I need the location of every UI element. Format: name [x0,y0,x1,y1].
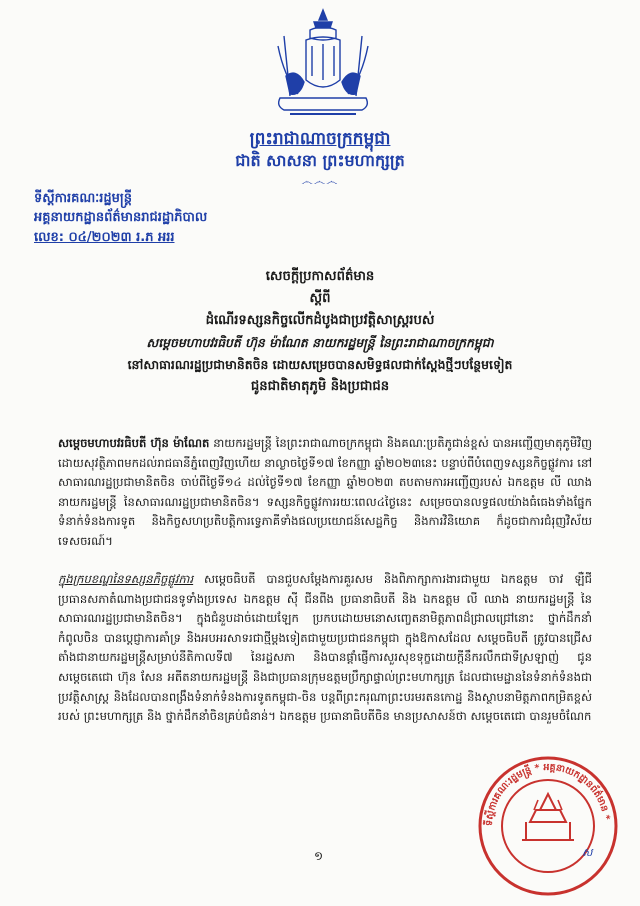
office-name: ទីស្ដីការគណៈរដ្ឋមន្ត្រី [34,191,132,206]
paragraph-1-name: សម្ដេចមហាបវរធិបតី ហ៊ុន ម៉ាណែត [58,436,210,450]
seal-text: ទីស្ដីការគណៈរដ្ឋមន្ត្រី * អគ្គនាយកដ្ឋានព័ត៌មាន * [483,761,612,827]
signature-mark: ស [582,846,593,859]
paragraph-1-text: នាយករដ្ឋមន្ត្រី នៃព្រះរាជាណាចក្រកម្ពុជា និងគណៈប្រតិភូជាន់ខ្ពស់ បានអញ្ជើញមាតុភូមិវិញដោយសុវត្ថិភាពមកដល់រាជធានីភ្នំពេញវិញហើយ នាល្ងាចថ្ងៃទី១៧ ខែកញ្ញា ឆ្នាំ២០២៣នេះ បន្ទាប់ពីបំពេញទស្សនកិច្ចផ្លូវការ នៅសាធារណរដ្ឋប្រជាមានិតចិន ចាប់ពីថ្ងៃទី១៤ ដល់ថ្ងៃទី១៧ ខែកញ្ញា ឆ្នាំ២០២៣ តបតាមការអញ្ជើញរបស់ ឯកឧត្ដម លី ឈាង នាយករដ្ឋមន្ត្រី នៃសាធារណរដ្ឋប្រជាមានិតចិន។ ទស្សនកិច្ចផ្លូវការរយៈពេល៤ថ្ងៃនេះ សម្រេចបានលទ្ធផលយ៉ាងធំធេងទាំងផ្នែកទំនាក់ទំនងការទូត និងកិច្ចសហប្រតិបត្តិការទ្វេភាគីទាំងផលប្រយោជន៍សេដ្ឋកិច្ច និងការវិនិយោគ ក៏ដូចជាការជំរុញវិស័យទេសចរណ៍។ [58,436,592,548]
paragraph-2-lead: ក្នុងក្របខណ្ឌនៃទស្សនកិច្ចផ្លូវការ [58,572,194,586]
department-name: អគ្គនាយកដ្ឋានព័ត៌មានរាជរដ្ឋាភិបាល [34,210,208,225]
paragraph-1 [58,434,592,552]
reference-number: លេខ: ០៤/២០២៣ រ.ភ អររ [34,230,175,245]
page-number: ១ [314,849,324,863]
headline-line-5: នៅសាធារណរដ្ឋប្រជាមានិតចិន ដោយសម្រេចបានសមិទ្ធផលជាក់ស្ដែងថ្មីៗបន្ថែមទៀត [127,357,513,372]
headline-line-6: ជូនជាតិមាតុភូមិ និងប្រជាជន [250,379,390,394]
kingdom-title: ព្រះរាជាណាចក្រកម្ពុជា [249,129,391,149]
headline-line-2: ស្ដីពី [309,291,331,306]
royal-coat-of-arms-icon [270,6,376,124]
ornament-divider: ෴෴෴ [301,174,339,188]
headline-line-3: ដំណើរទស្សនកិច្ចលើកដំបូងជាប្រវត្តិសាស្ត្ររបស់ [205,313,435,328]
paragraph-2-text: សម្ដេចធិបតី បានជួបសម្ដែងការគួរសម និងពិភាក្សាការងារជាមួយ ឯកឧត្ដម ចាវ ឡឺជី ប្រធានសភាតំណាងប្រជាជនទូទាំងប្រទេស ឯកឧត្ដម ស៊ី ជីនពីង ប្រធានាធិបតី និង ឯកឧត្ដម លី ឈាង នាយករដ្ឋមន្ត្រី នៃសាធារណរដ្ឋប្រជាមានិតចិន។ ក្នុងជំនួបដាច់ដោយឡែក ប្រកបដោយមនោសញ្ចេតនាមិត្តភាពដ៏ជ្រាលជ្រៅនោះ ថ្នាក់ដឹកនាំកំពូលចិន បានប្ដេជ្ញាការគាំទ្រ និងអបអរសាទរជាថ្មីម្ដងទៀតជាមួយប្រជាជនកម្ពុជា ក្នុងឱកាសដែល សម្ដេចធិបតី ត្រូវបានជ្រើសតាំងជានាយករដ្ឋមន្ត្រីសម្រាប់នីតិកាលទី៧ នៃរដ្ឋសភា និងបានផ្ដាំផ្ញើការសួរសុខទុក្ខដោយក្ដីនឹករលឹកជាទីស្រឡាញ់ ជូន សម្ដេចតេជោ ហ៊ុន សែន អតីតនាយករដ្ឋមន្ត្រី និងជាប្រធានក្រុមឧត្ដមប្រឹក្សាផ្ទាល់ព្រះមហាក្សត្រ ដែលជាមេដ្ឋាននៃទំនាក់ទំនងជាប្រវត្តិសាស្ត្រ និងដែលបានពង្រឹងទំនាក់ទំនងការទូតកម្ពុជា-ចិន បន្តពីព្រះករុណាព្រះបរមរតនកោដ្ឋ និងស្ថាបនាមិត្តភាពកម្រិតខ្ពស់របស់ ព្រះមហាក្សត្រ និង ថ្នាក់ដឹកនាំចិនគ្រប់ជំនាន់។ ឯកឧត្ដម ប្រធានាធិបតីចិន មានប្រសាសន៍ថា សម្ដេចតេជោ បានរួមចំណែក [58,572,592,724]
national-motto: ជាតិ សាសនា ព្រះមហាក្សត្រ [235,151,405,170]
paragraph-2 [58,570,592,727]
headline-line-4: សម្ដេចមហាបវរធិបតី ហ៊ុន ម៉ាណែត នាយករដ្ឋមន្ត្រី នៃព្រះរាជាណាចក្រកម្ពុជា [146,335,494,350]
headline-line-1: សេចក្ដីប្រកាសព័ត៌មាន [265,269,375,284]
official-seal-stamp [470,754,626,898]
